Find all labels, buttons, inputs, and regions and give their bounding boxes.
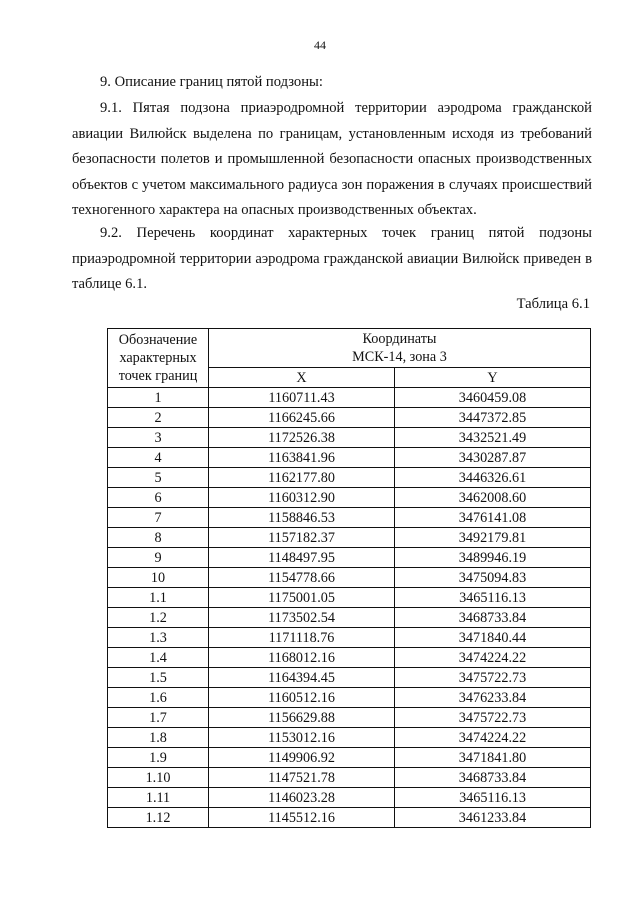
table-row (108, 788, 591, 808)
point-cell: 1.5 (108, 668, 209, 688)
x-value-cell: 1160512.16 (209, 688, 395, 708)
table-row (108, 708, 591, 728)
x-value-cell: 1163841.96 (209, 448, 395, 468)
table-row (108, 808, 591, 828)
table-row (108, 388, 591, 408)
point-cell: 7 (108, 508, 209, 528)
y-value-cell: 3446326.61 (395, 468, 591, 488)
x-value-cell: 1172526.38 (209, 428, 395, 448)
y-value-cell: 3468733.84 (395, 768, 591, 788)
y-value-cell: 3475722.73 (395, 708, 591, 728)
y-value-cell: 3475722.73 (395, 668, 591, 688)
y-value-cell: 3460459.08 (395, 388, 591, 408)
point-cell: 1.11 (108, 788, 209, 808)
point-cell: 5 (108, 468, 209, 488)
point-cell: 1.2 (108, 608, 209, 628)
x-value-cell: 1154778.66 (209, 568, 395, 588)
header-point-line2: характерных (119, 350, 197, 366)
y-value-cell: 3471841.80 (395, 748, 591, 768)
page-number: 44 (314, 38, 326, 52)
table-row (108, 768, 591, 788)
point-cell: 1.6 (108, 688, 209, 708)
x-value-cell: 1164394.45 (209, 668, 395, 688)
header-y: Y (395, 368, 591, 388)
x-value-cell: 1168012.16 (209, 648, 395, 668)
y-value-cell: 3461233.84 (395, 808, 591, 828)
y-value-cell: 3475094.83 (395, 568, 591, 588)
x-value-cell: 1145512.16 (209, 808, 395, 828)
header-coordinates-line1: Координаты (362, 331, 437, 347)
y-value-cell: 3492179.81 (395, 528, 591, 548)
table-row (108, 668, 591, 688)
point-cell: 6 (108, 488, 209, 508)
point-cell: 8 (108, 528, 209, 548)
point-cell: 1.4 (108, 648, 209, 668)
x-value-cell: 1153012.16 (209, 728, 395, 748)
x-value-cell: 1158846.53 (209, 508, 395, 528)
point-cell: 2 (108, 408, 209, 428)
x-value-cell: 1148497.95 (209, 548, 395, 568)
coordinates-table (107, 328, 591, 828)
table-row (108, 748, 591, 768)
y-value-cell: 3476233.84 (395, 688, 591, 708)
table-row (108, 488, 591, 508)
y-value-cell: 3474224.22 (395, 728, 591, 748)
point-cell: 1.9 (108, 748, 209, 768)
header-point-line1: Обозначение (118, 332, 198, 348)
point-cell: 9 (108, 548, 209, 568)
y-value-cell: 3432521.49 (395, 428, 591, 448)
table-row (108, 728, 591, 748)
header-point-line3: точек границ (118, 368, 198, 384)
y-value-cell: 3489946.19 (395, 548, 591, 568)
x-value-cell: 1146023.28 (209, 788, 395, 808)
table-row (108, 428, 591, 448)
point-cell: 1.8 (108, 728, 209, 748)
table-row (108, 628, 591, 648)
table-row (108, 588, 591, 608)
x-value-cell: 1160711.43 (209, 388, 395, 408)
paragraph-9-1: 9.1. Пятая подзона приаэродромной территории аэродрома гражданской авиации Вилюйск выделена по границам, установленным исходя из требований безопасности полетов и промышленной безопасности опасных производственных объектов с учетом максимального радиуса зон поражения в случаях происшествий техногенного характера на опасных производственных объектах. (72, 100, 592, 218)
x-value-cell: 1157182.37 (209, 528, 395, 548)
point-cell: 1.1 (108, 588, 209, 608)
table-row (108, 608, 591, 628)
section-heading: 9. Описание границ пятой подзоны: (100, 74, 323, 90)
table-row (108, 648, 591, 668)
table-row (108, 408, 591, 428)
point-cell: 1.3 (108, 628, 209, 648)
y-value-cell: 3468733.84 (395, 608, 591, 628)
x-value-cell: 1175001.05 (209, 588, 395, 608)
y-value-cell: 3465116.13 (395, 588, 591, 608)
point-cell: 1.10 (108, 768, 209, 788)
x-value-cell: 1149906.92 (209, 748, 395, 768)
point-cell: 1.7 (108, 708, 209, 728)
y-value-cell: 3465116.13 (395, 788, 591, 808)
table-row (108, 448, 591, 468)
x-value-cell: 1156629.88 (209, 708, 395, 728)
header-x: X (209, 368, 395, 388)
y-value-cell: 3474224.22 (395, 648, 591, 668)
x-value-cell: 1160312.90 (209, 488, 395, 508)
y-value-cell: 3430287.87 (395, 448, 591, 468)
table-row (108, 688, 591, 708)
paragraph-9-2: 9.2. Перечень координат характерных точек границ пятой подзоны приаэродромной территории аэродрома гражданской авиации Вилюйск приведен в таблице 6.1. (72, 225, 592, 292)
table-row (108, 548, 591, 568)
table-row (108, 468, 591, 488)
point-cell: 10 (108, 568, 209, 588)
y-value-cell: 3476141.08 (395, 508, 591, 528)
table-row (108, 568, 591, 588)
x-value-cell: 1166245.66 (209, 408, 395, 428)
y-value-cell: 3471840.44 (395, 628, 591, 648)
point-cell: 3 (108, 428, 209, 448)
x-value-cell: 1171118.76 (209, 628, 395, 648)
coordinates-table-body (108, 388, 591, 828)
x-value-cell: 1173502.54 (209, 608, 395, 628)
table-caption: Таблица 6.1 (516, 296, 590, 312)
table-row (108, 508, 591, 528)
header-coordinates (209, 329, 591, 368)
point-cell: 4 (108, 448, 209, 468)
y-value-cell: 3462008.60 (395, 488, 591, 508)
y-value-cell: 3447372.85 (395, 408, 591, 428)
header-coordinates-line2: МСК-14, зона 3 (352, 349, 447, 365)
point-cell: 1.12 (108, 808, 209, 828)
point-cell: 1 (108, 388, 209, 408)
table-row (108, 528, 591, 548)
header-point (108, 329, 209, 388)
x-value-cell: 1147521.78 (209, 768, 395, 788)
x-value-cell: 1162177.80 (209, 468, 395, 488)
